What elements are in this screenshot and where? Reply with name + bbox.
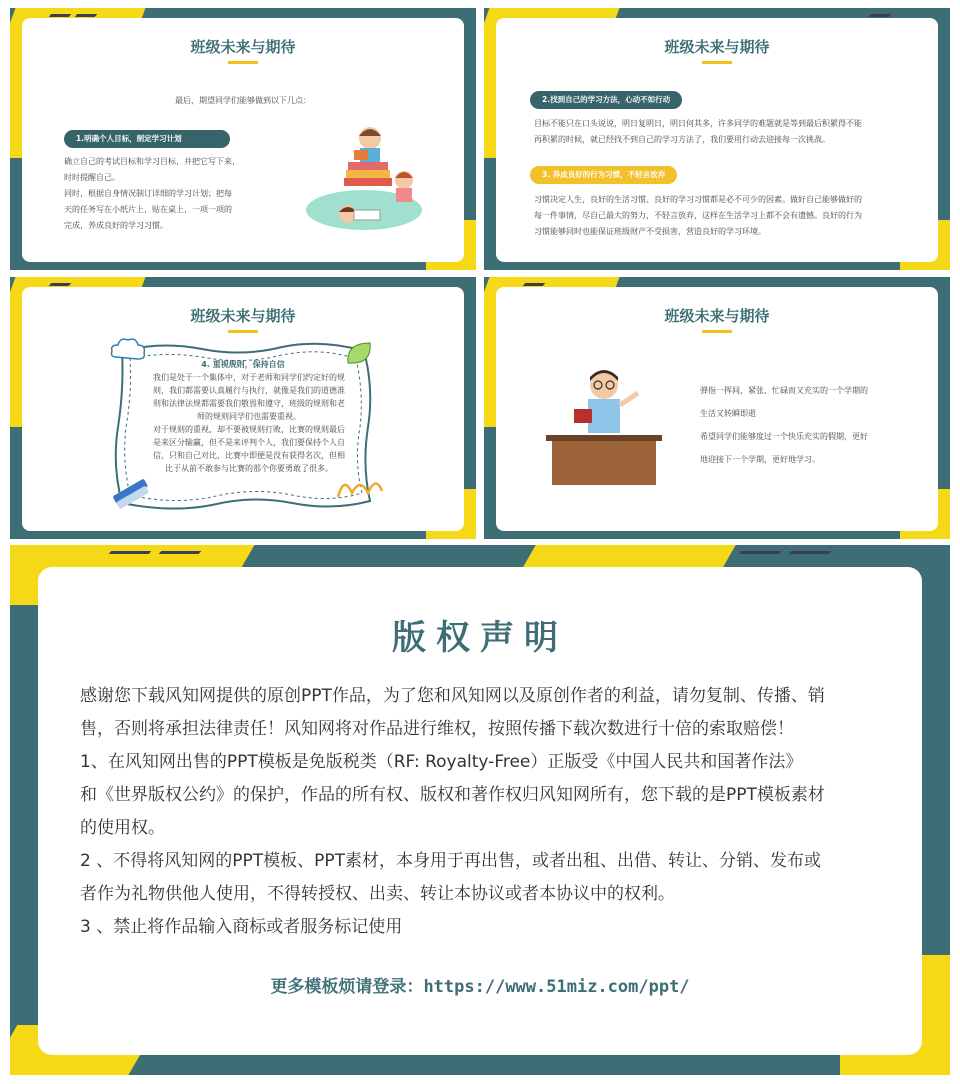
dash-decoration — [75, 14, 98, 17]
slide-card — [496, 287, 938, 531]
slide-card — [22, 287, 464, 531]
title-underline — [228, 330, 258, 333]
frame-heading: 4. 重视规则，保持自信 — [201, 360, 285, 369]
title-underline — [702, 61, 732, 64]
slide-card — [496, 18, 938, 262]
slide-title: 班级未来与期待 — [664, 38, 770, 56]
title-underline — [702, 330, 732, 333]
footer-link-line — [0, 972, 960, 997]
slide-thumbnail-1[interactable] — [10, 8, 476, 270]
copyright-paragraph-4: 3 、禁止将作品输入商标或者服务标记使用 — [80, 917, 403, 937]
body-text: 习惯决定人生，良好的生活习惯、良好的学习习惯都是必不可少的因素。做好自己能够做好的 每一件事情，尽自己最大的努力，不轻言放弃，这样在生活学习上都不会有遗憾。良好的行为 习惯能够同时也能保证班级财产不受损害，营造良好的学习环境。 — [534, 195, 862, 236]
dash-decoration — [789, 551, 832, 554]
dash-decoration — [159, 551, 202, 554]
copyright-title: 版权声明 — [392, 618, 568, 658]
point-badge: 2.找到自己的学习方法，心动不如行动 — [530, 91, 682, 109]
slide-title: 班级未来与期待 — [190, 307, 296, 325]
kids-reading-illustration — [304, 118, 434, 233]
intro-text: 最后，期望同学们能够做到以下几点： — [175, 96, 311, 105]
dash-decoration — [49, 14, 72, 17]
body-text: 确立自己的考试目标和学习目标，并把它写下来， 时时提醒自己。 同时，根据自身情况制订详细的学习计划；把每 天的任务写在小纸片上，贴在桌上，一项一项的 完成，养成良好的学习习惯。 — [64, 157, 240, 230]
dash-decoration — [523, 283, 546, 286]
title-underline — [228, 61, 258, 64]
footer-label: 更多模板烦请登录： — [270, 977, 424, 997]
slide-title: 班级未来与期待 — [190, 38, 296, 56]
slide-card — [22, 18, 464, 262]
dash-decoration — [49, 283, 72, 286]
slide-thumbnail-4[interactable] — [484, 277, 950, 539]
slide-thumbnail-3[interactable] — [10, 277, 476, 539]
point-badge: 1.明确个人目标，制定学习计划 — [64, 130, 230, 148]
point-badge: 3. 养成良好的行为习惯，不轻言放弃 — [530, 166, 677, 184]
dash-decoration — [869, 14, 892, 17]
dash-decoration — [109, 551, 152, 554]
footer-url-link[interactable]: https://www.51miz.com/ppt/ — [423, 977, 690, 997]
body-text: 目标不能只在口头说说，明日复明日，明日何其多，许多同学的难题就是等到最后积累得不能 再积累的时候，就已经找不到自己的学习方法了，我们要用行动去迎接每一次挑战。 — [534, 119, 862, 144]
slide-thumbnail-2[interactable] — [484, 8, 950, 270]
dash-decoration — [739, 551, 782, 554]
scribble-icon — [334, 471, 384, 505]
teacher-at-desk-illustration — [544, 365, 664, 487]
body-text: 弹指一挥间，紧张、忙碌而又充实的一个学期的 生活又转瞬即逝 希望同学们能够度过一个快乐充实的假期，更好 地迎接下一个学期，更好地学习。 — [700, 386, 868, 464]
crayon-icon — [106, 477, 156, 511]
copyright-paragraph-3: 2 、不得将风知网的PPT模板、PPT素材，本身用于再出售，或者出租、出借、转让、分销、发布或 者作为礼物供他人使用，不得转授权、出卖、转让本协议或者本协议中的权利。 — [80, 851, 821, 904]
slide-title: 班级未来与期待 — [664, 307, 770, 325]
body-text: 我们是处于一个集体中，对于老师和同学们约定好的规 则，我们都需要认真履行与执行，就像是我们的道德准 则和法律法规都需要我们敬畏和遵守，班级的规则和老 师的规则同学们也需要重视。 对于规则的重视，却不要被规则打败，比赛的规则最后 是来区分输赢，但不是来评判个人，我们要保持个人自 信，只和自己对比，比赛中即便是没有获得名次，但相 比于从前不敢参与比赛的那个你要勇敢了很多。 — [153, 373, 345, 473]
copyright-paragraph-2: 1、在风知网出售的PPT模板是免版税类（RF: Royalty-Free）正版受《中国人民共和国著作法》 和《世界版权公约》的保护，作品的所有权、版权和著作权归风知网所有，您下载的是PPT模板素材 的使用权。 — [80, 752, 825, 838]
copyright-paragraph-1: 感谢您下载风知网提供的原创PPT作品，为了您和风知网以及原创作者的利益，请勿复制、传播、销 售，否则将承担法律责任！风知网将对作品进行维权，按照传播下载次数进行十倍的索取赔偿！ — [80, 686, 825, 739]
